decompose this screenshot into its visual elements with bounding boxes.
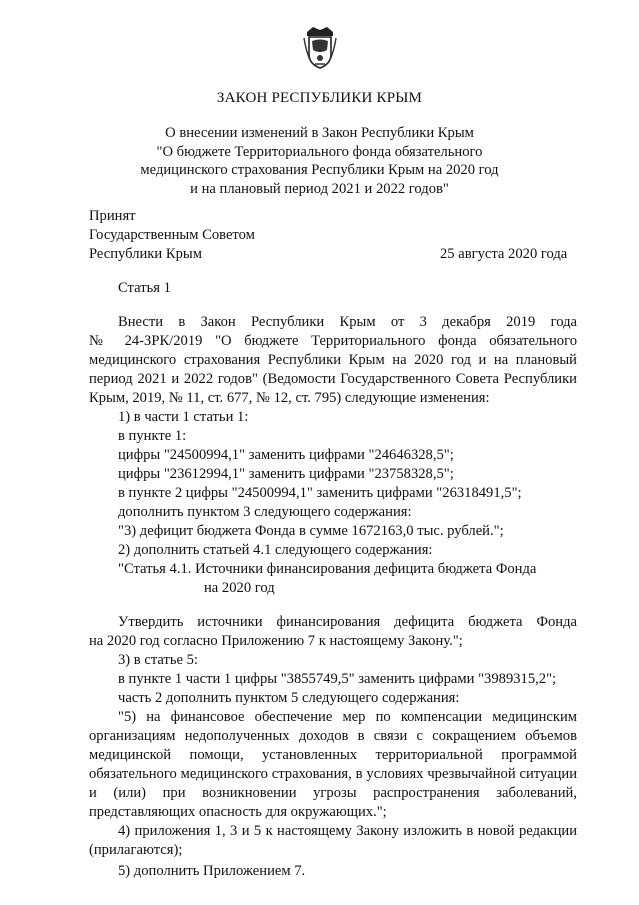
point5-line: обязательного медицинского страхования, в условиях чрезвычайной ситуации (89, 766, 577, 782)
approve-line: Утвердить источники финансирования дефицита бюджета Фонда (118, 614, 577, 630)
amendment-line: 1) в части 1 статьи 1: (118, 409, 249, 425)
article-4-1-heading-cont: на 2020 год (204, 580, 275, 596)
subtitle-line: О внесении изменений в Закон Республики Крым (165, 125, 474, 141)
item5-line: 5) дополнить Приложением 7. (118, 863, 306, 879)
amendment-line: дополнить пунктом 3 следующего содержания: (118, 504, 412, 520)
law-subtitle (0, 124, 639, 198)
point5-line: организациям недополученных доходов в связи с сокращением объемов (89, 728, 577, 744)
amendment-line: 2) дополнить статьей 4.1 следующего содержания: (118, 542, 433, 558)
intro-line: Внести в Закон Республики Крым от 3 декабря 2019 года (118, 314, 577, 330)
approve-line: на 2020 год согласно Приложению 7 к настоящему Закону."; (89, 633, 463, 649)
point5-line: медицинской помощи, установленных территориальной программой (89, 747, 577, 763)
item4-line: (прилагаются); (89, 842, 183, 858)
article-4-1-heading: "Статья 4.1. Источники финансирования дефицита бюджета Фонда (118, 561, 537, 577)
document-title: ЗАКОН РЕСПУБЛИКИ КРЫМ (216, 90, 423, 106)
article-heading: Статья 1 (118, 280, 171, 296)
crimea-coat-of-arms-icon (303, 24, 337, 70)
amendment-line: в пункте 1 части 1 цифры "3855749,5" заменить цифрами "3989315,2"; (118, 671, 557, 687)
amendment-line: 3) в статье 5: (118, 652, 198, 668)
amendment-line: цифры "24500994,1" заменить цифрами "24646328,5"; (118, 447, 454, 463)
subtitle-line: медицинского страхования Республики Крым на 2020 год (140, 162, 499, 178)
subtitle-line: и на плановый период 2021 и 2022 годов" (190, 180, 449, 197)
point5-line: "5) на финансовое обеспечение мер по компенсации медицинским (118, 709, 577, 725)
intro-line: Крым, 2019, № 11, ст. 677, № 12, ст. 795) следующие изменения: (89, 390, 490, 406)
amendment-line: в пункте 2 цифры "24500994,1" заменить цифрами "26318491,5"; (118, 485, 522, 501)
item4-line: 4) приложения 1, 3 и 5 к настоящему Закону изложить в новой редакции (118, 823, 577, 839)
amendment-line: "3) дефицит бюджета Фонда в сумме 1672163,0 тыс. рублей."; (118, 523, 504, 539)
amendment-line: в пункте 1: (118, 428, 187, 444)
adopted-by-republic: Республики Крым (89, 246, 202, 262)
point5-line: и (или) при возникновении угрозы распространения заболеваний, (89, 785, 577, 801)
adopted-by: Государственным Советом (89, 227, 255, 243)
intro-line: медицинского страхования Республики Крым на 2020 год и на плановый (89, 352, 577, 368)
amendment-line: цифры "23612994,1" заменить цифрами "23758328,5"; (118, 466, 454, 482)
intro-line: № 24-ЗРК/2019 "О бюджете Территориального фонда обязательного (89, 333, 577, 349)
amendment-line: часть 2 дополнить пунктом 5 следующего содержания: (118, 690, 460, 706)
subtitle-line: "О бюджете Территориального фонда обязательного (156, 143, 483, 160)
adoption-date: 25 августа 2020 года (440, 246, 568, 262)
adopted-label: Принят (89, 208, 136, 224)
point5-line: представляющих опасность для окружающих."; (89, 804, 387, 820)
intro-line: период 2021 и 2022 годов" (Ведомости Государственного Совета Республики (89, 371, 577, 387)
